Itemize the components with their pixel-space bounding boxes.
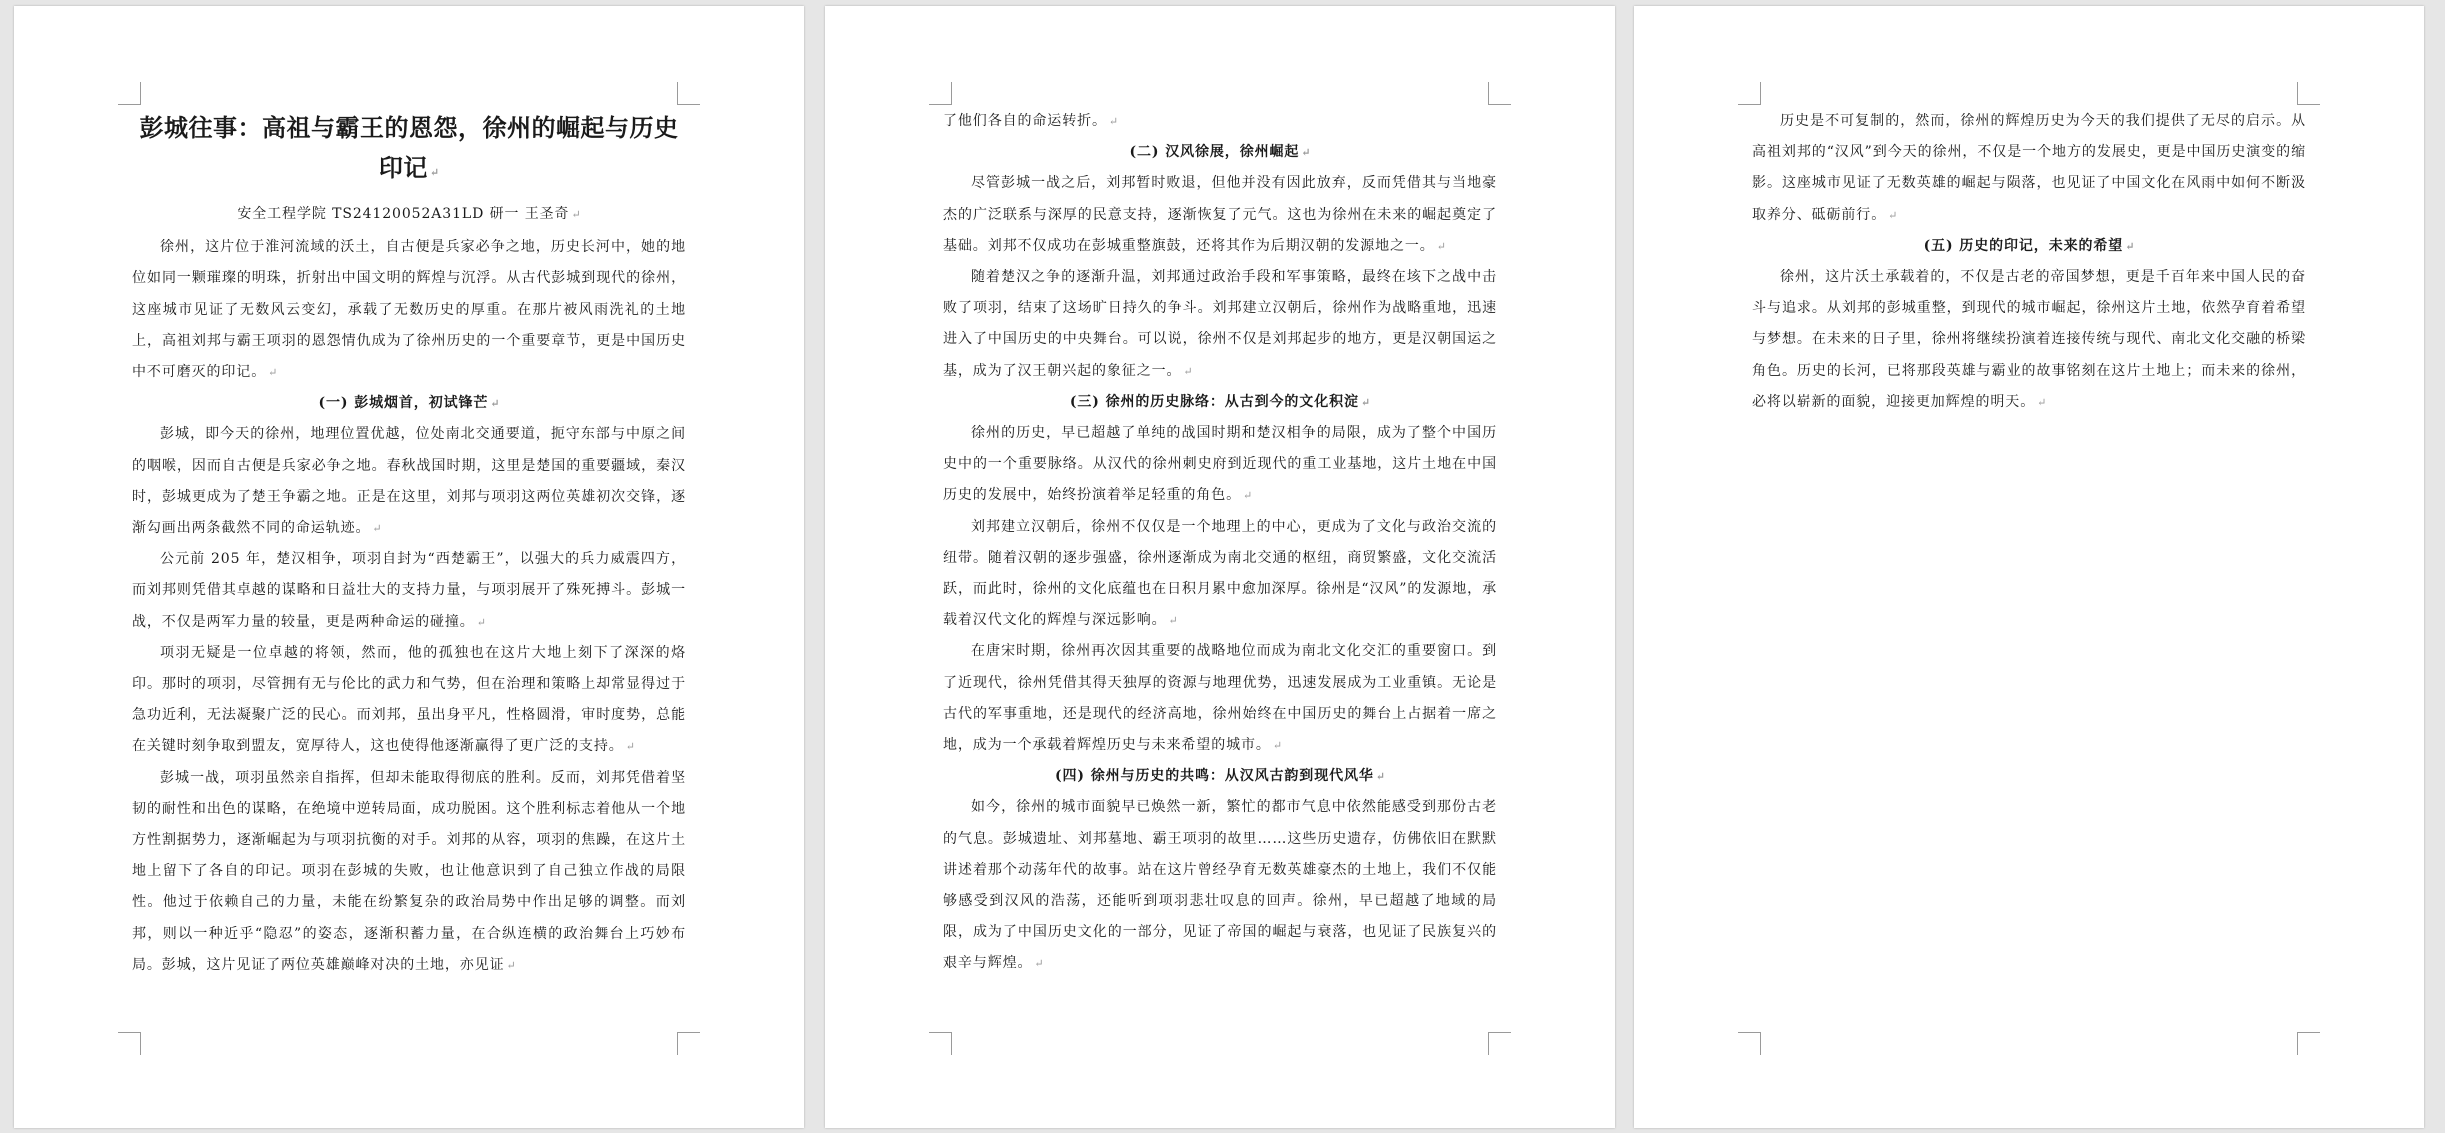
body-paragraph[interactable] bbox=[132, 544, 686, 638]
body-paragraph[interactable] bbox=[132, 419, 686, 544]
margin-corner-mark bbox=[1488, 82, 1511, 105]
paragraph-mark: ↵ bbox=[2125, 239, 2135, 253]
page-3-paragraphs[interactable] bbox=[1752, 106, 2306, 418]
body-paragraph[interactable] bbox=[132, 638, 686, 763]
paragraph-mark: ↵ bbox=[625, 740, 635, 754]
paragraph-text: 随着楚汉之争的逐渐升温，刘邦通过政治手段和军事策略，最终在垓下之战中击败了项羽，结束了这场旷日持久的争斗。刘邦建立汉朝后，徐州作为战略重地，迅速进入了中国历史的中央舞台。可以说，徐州不仅是刘邦起步的地方，更是汉朝国运之基，成为了汉王朝兴起的象征之一。 bbox=[943, 269, 1497, 379]
paragraph-mark: ↵ bbox=[1888, 208, 1898, 222]
paragraph-text: 徐州，这片位于淮河流域的沃土，自古便是兵家必争之地，历史长河中，她的地位如同一颗璀璨的明珠，折射出中国文明的辉煌与沉浮。从古代彭城到现代的徐州，这座城市见证了无数风云变幻，承载了无数历史的厚重。在那片被风雨洗礼的土地上，高祖刘邦与霸王项羽的恩怨情仇成为了徐州历史的一个重要章节，更是中国历史中不可磨灭的印记。 bbox=[132, 239, 686, 381]
margin-corner-mark bbox=[929, 1032, 952, 1055]
paragraph-mark: ↵ bbox=[1168, 614, 1178, 628]
paragraph-mark: ↵ bbox=[571, 208, 581, 221]
section-heading[interactable] bbox=[943, 761, 1497, 792]
paragraph-text: 历史是不可复制的，然而，徐州的辉煌历史为今天的我们提供了无尽的启示。从高祖刘邦的“汉风”到今天的徐州，不仅是一个地方的发展史，更是中国历史演变的缩影。这座城市见证了无数英雄的崛起与陨落，也见证了中国文化在风雨中如何不断汲取养分、砥砺前行。 bbox=[1752, 113, 2306, 223]
paragraph-text: 如今，徐州的城市面貌早已焕然一新，繁忙的都市气息中依然能感受到那份古老的气息。彭城遗址、刘邦墓地、霸王项羽的故里……这些历史遗存，仿佛依旧在默默讲述着那个动荡年代的故事。站在这片曾经孕育无数英雄豪杰的土地上，我们不仅能够感受到汉风的浩荡，还能听到项羽悲壮叹息的回声。徐州，早已超越了地域的局限，成为了中国历史文化的一部分，见证了帝国的崛起与衰落，也见证了民族复兴的艰辛与辉煌。 bbox=[943, 799, 1497, 972]
page-2-paragraphs[interactable] bbox=[943, 106, 1497, 980]
document-page-2[interactable] bbox=[825, 6, 1615, 1128]
body-paragraph[interactable] bbox=[1752, 106, 2306, 231]
document-title[interactable]: 彭城往事：高祖与霸王的恩怨，徐州的崛起与历史印记 ↵ bbox=[139, 113, 679, 182]
paragraph-text: 了他们各自的命运转折。 bbox=[943, 113, 1107, 129]
paragraph-mark: ↵ bbox=[1301, 146, 1311, 160]
paragraph-text: 在唐宋时期，徐州再次因其重要的战略地位而成为南北文化交汇的重要窗口。到了近现代，徐州凭借其得天独厚的资源与地理优势，迅速发展成为工业重镇。无论是古代的军事重地，还是现代的经济高地，徐州始终在中国历史的舞台上占据着一席之地，成为一个承载着辉煌历史与未来希望的城市。 bbox=[943, 643, 1497, 754]
paragraph-mark: ↵ bbox=[1243, 489, 1253, 503]
paragraph-mark: ↵ bbox=[476, 615, 486, 629]
section-heading[interactable] bbox=[1752, 231, 2306, 262]
paragraph-text: 彭城，即今天的徐州，地理位置优越，位处南北交通要道，扼守东部与中原之间的咽喉，因而自古便是兵家必争之地。春秋战国时期，这里是楚国的重要疆域，秦汉时，彭城更成为了楚王争霸之地。正是在这里，刘邦与项羽这两位英雄初次交锋，逐渐勾画出两条截然不同的命运轨迹。 bbox=[132, 426, 686, 537]
paragraph-mark: ↵ bbox=[1272, 739, 1283, 753]
paragraph-mark: ↵ bbox=[1034, 957, 1044, 971]
section-heading-text: (三) 徐州的历史脉络：从古到今的文化积淀 bbox=[1069, 393, 1359, 410]
page-3-content[interactable] bbox=[1752, 106, 2306, 418]
paragraph-text: 尽管彭城一战之后，刘邦暂时败退，但他并没有因此放弃，反而凭借其与当地豪杰的广泛联系与深厚的民意支持，逐渐恢复了元气。这也为徐州在未来的崛起奠定了基础。刘邦不仅成功在彭城重整旗鼓，还将其作为后期汉朝的发源地之一。 bbox=[943, 175, 1497, 254]
paragraph-mark: ↵ bbox=[1375, 770, 1386, 784]
body-paragraph[interactable] bbox=[943, 792, 1497, 979]
body-paragraph[interactable] bbox=[1752, 262, 2306, 418]
margin-corner-mark bbox=[2297, 82, 2320, 105]
body-paragraph[interactable] bbox=[943, 262, 1497, 387]
page-1-content[interactable] bbox=[132, 102, 686, 981]
paragraph-text: 项羽无疑是一位卓越的将领，然而，他的孤独也在这片大地上刻下了深深的烙印。那时的项羽，尽管拥有无与伦比的武力和气势，但在治理和策略上却常显得过于急功近利，无法凝聚广泛的民心。而刘邦，虽出身平凡，性格圆滑，审时度势，总能在关键时刻争取到盟友，宽厚待人，这也使得他逐渐赢得了更广泛的支持。 bbox=[132, 644, 686, 755]
paragraph-mark: ↵ bbox=[268, 366, 278, 380]
body-paragraph[interactable] bbox=[943, 636, 1497, 761]
body-paragraph[interactable] bbox=[943, 418, 1497, 512]
margin-corner-mark bbox=[118, 1032, 141, 1055]
paragraph-mark: ↵ bbox=[506, 958, 516, 972]
section-heading-text: (二) 汉风徐展，徐州崛起 bbox=[1129, 144, 1300, 161]
section-heading-text: (四) 徐州与历史的共鸣：从汉风古韵到现代风华 bbox=[1054, 768, 1374, 785]
body-paragraph[interactable] bbox=[943, 512, 1497, 637]
section-heading[interactable] bbox=[943, 137, 1497, 168]
paragraph-mark: ↵ bbox=[372, 522, 382, 536]
paragraph-text: 徐州，这片沃土承载着的，不仅是古老的帝国梦想，更是千百年来中国人民的奋斗与追求。从刘邦的彭城重整，到现代的城市崛起，徐州这片土地，依然孕育着希望与梦想。在未来的日子里，徐州将继续扮演着连接传统与现代、南北文化交融的桥梁角色。历史的长河，已将那段英雄与霸业的故事铭刻在这片土地上；而未来的徐州，必将以崭新的面貌，迎接更加辉煌的明天。 bbox=[1752, 269, 2306, 410]
body-paragraph[interactable] bbox=[132, 232, 686, 388]
document-page-1[interactable] bbox=[14, 6, 804, 1128]
page-1-paragraphs[interactable] bbox=[132, 232, 686, 981]
margin-corner-mark bbox=[1738, 1032, 1761, 1055]
body-paragraph[interactable] bbox=[943, 168, 1497, 262]
section-heading-text: (一) 彭城烟首，初试锋芒 bbox=[318, 395, 489, 412]
paragraph-text: 刘邦建立汉朝后，徐州不仅仅是一个地理上的中心，更成为了文化与政治交流的纽带。随着汉朝的逐步强盛，徐州逐渐成为南北交通的枢纽，商贸繁盛，文化交流活跃，而此时，徐州的文化底蕴也在日积月累中愈加深厚。徐州是“汉风”的发源地，承载着汉代文化的辉煌与深远影响。 bbox=[943, 518, 1497, 629]
section-heading[interactable] bbox=[132, 388, 686, 419]
document-page-3[interactable] bbox=[1634, 6, 2424, 1128]
page-2-content[interactable] bbox=[943, 106, 1497, 980]
body-paragraph[interactable] bbox=[943, 106, 1497, 137]
margin-corner-mark bbox=[929, 82, 952, 105]
paragraph-mark: ↵ bbox=[1108, 115, 1119, 128]
paragraph-text: 徐州的历史，早已超越了单纯的战国时期和楚汉相争的局限，成为了整个中国历史中的一个重要脉络。从汉代的徐州刺史府到近现代的重工业基地，这片土地在中国历史的发展中，始终扮演着举足轻重的角色。 bbox=[943, 425, 1497, 504]
body-paragraph[interactable] bbox=[132, 763, 686, 981]
paragraph-mark: ↵ bbox=[490, 397, 500, 411]
paragraph-mark: ↵ bbox=[2037, 395, 2047, 409]
margin-corner-mark bbox=[2297, 1032, 2320, 1055]
paragraph-mark: ↵ bbox=[1183, 364, 1193, 378]
paragraph-text: 公元前 205 年，楚汉相争，项羽自封为“西楚霸王”，以强大的兵力威震四方，而刘邦则凭借其卓越的谋略和日益壮大的支持力量，与项羽展开了殊死搏斗。彭城一战，不仅是两军力量的较量，更是两种命运的碰撞。 bbox=[132, 551, 686, 630]
author-line[interactable]: 安全工程学院 TS24120052A31LD 研一 王圣奇 ↵ bbox=[237, 206, 581, 222]
margin-corner-mark bbox=[1488, 1032, 1511, 1055]
paragraph-text: 彭城一战，项羽虽然亲自指挥，但却未能取得彻底的胜利。反而，刘邦凭借着坚韧的耐性和出色的谋略，在绝境中逆转局面，成功脱困。这个胜利标志着他从一个地方性割据势力，逐渐崛起为与项羽抗衡的对手。刘邦的从容，项羽的焦躁，在这片土地上留下了各自的印记。项羽在彭城的失败，也让他意识到了自己独立作战的局限性。他过于依赖自己的力量，未能在纷繁复杂的政治局势中作出足够的调整。而刘邦，则以一种近乎“隐忍”的姿态，逐渐积蓄力量，在合纵连横的政治舞台上巧妙布局。彭城，这片见证了两位英雄巅峰对决的土地，亦见证 bbox=[132, 769, 686, 973]
paragraph-mark: ↵ bbox=[429, 166, 440, 179]
margin-corner-mark bbox=[1738, 82, 1761, 105]
paragraph-mark: ↵ bbox=[1360, 395, 1371, 409]
paragraph-mark: ↵ bbox=[1436, 239, 1446, 253]
section-heading[interactable] bbox=[943, 387, 1497, 418]
section-heading-text: (五) 历史的印记，未来的希望 bbox=[1923, 237, 2124, 254]
margin-corner-mark bbox=[677, 1032, 700, 1055]
